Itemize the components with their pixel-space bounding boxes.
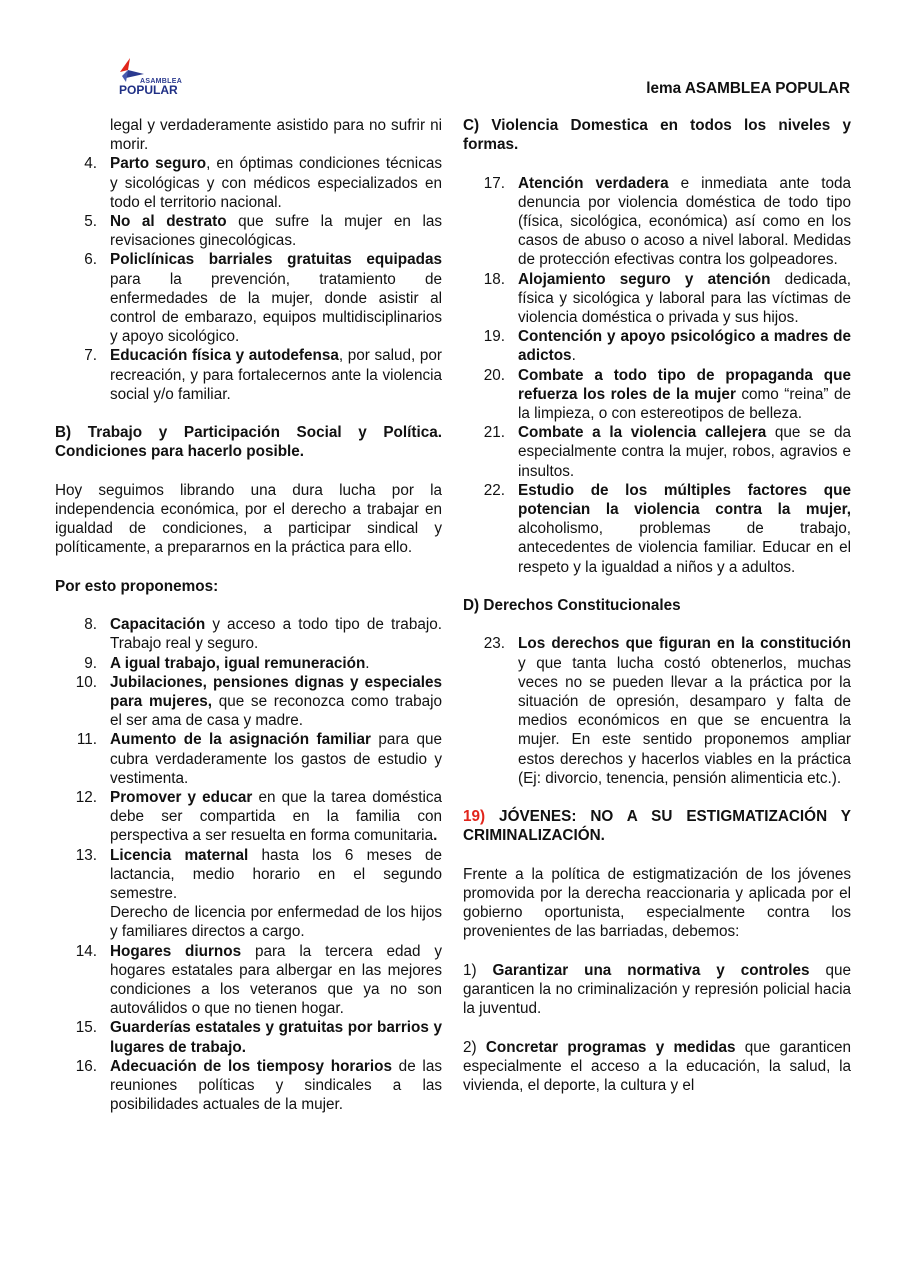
- list-item: [55, 212, 442, 250]
- list-item-number: 6.: [84, 251, 97, 269]
- list-item: [463, 270, 851, 328]
- list-item-number: 14.: [75, 942, 97, 960]
- list-item-text: que sufre la mujer en las revisaciones ginecológicas.: [110, 213, 442, 250]
- list-item-text: hasta los 6 meses de lactancia, medio horario en el segundo semestre.: [110, 846, 442, 903]
- list-item-text: , en óptimas condiciones técnicas y sicológicas y con médicos especializados en todo el territorio nacional.: [110, 155, 442, 211]
- list-item: [55, 615, 442, 653]
- list-item-text: para la prevención, tratamiento de enfermedades de la mujer, donde asistir al control de embarazo, equipos multidisciplinarios y apoyo sicológico.: [110, 270, 442, 346]
- point-2-bold: Concretar programas y medidas: [485, 1038, 736, 1056]
- list-item-number: 12.: [75, 789, 97, 807]
- section-b-text: Hoy seguimos librando una dura lucha por la independencia económica, por el derecho a trabajar en igualdad de condiciones, a participar sindical y políticamente, a prepararnos en la práctica para ello.: [55, 481, 442, 557]
- section-19-text: Frente a la política de estigmatización de los jóvenes promovida por la derecha reaccionaria y aplicada por el gobierno oportunista, especialmente contra los provenientes de las barriadas, debemos:: [463, 865, 851, 941]
- list-item-bold: No al destrato: [110, 213, 227, 231]
- list-item-text: para la tercera edad y hogares estatales para albergar en las mejores condiciones a los veteranos que ya no son autoválidos o que no tienen hogar.: [110, 942, 443, 1018]
- list-work: [55, 615, 442, 1114]
- list-item-text: que se da especialmente contra la mujer, robos, agravios e insultos.: [518, 424, 851, 480]
- list-item-bold: Policlínicas barriales gratuitas equipadas: [110, 251, 442, 269]
- list-item-bold: Capacitación: [110, 616, 206, 634]
- list-item-text: .: [571, 347, 576, 365]
- list-item: [55, 846, 442, 942]
- list-item-bold: Atención verdadera: [518, 174, 669, 192]
- list-item-extra: Derecho de licencia por enfermedad de los hijos y familiares directos a cargo.: [110, 904, 442, 941]
- list-item: [463, 423, 851, 481]
- list-item-bold-end: .: [433, 827, 438, 845]
- list-item-text: de las reuniones políticas y sindicales a las posibilidades actuales de la mujer.: [110, 1057, 442, 1114]
- list-item-number: 22.: [483, 481, 505, 499]
- list-item-text: y que tanta lucha costó obtenerlos, muchas veces no se pueden llevar a la práctica por la situación de opresión, desamparo y falta de medios económicos en que se encuentra la mujer. En este sentido proponemos ampliar estos derechos y hacerlos viables en la práctica (Ej: divorcio, tenencia, pensión alimenticia etc.).: [518, 654, 851, 787]
- list-item: [463, 634, 851, 788]
- list-item-text: y acceso a todo tipo de trabajo. Trabajo real y seguro.: [110, 616, 442, 653]
- list-item-text: , por salud, por recreación, y para fortalecernos ante la violencia social y/o familiar.: [110, 347, 442, 403]
- list-item: [55, 1057, 442, 1115]
- section-d-title: D) Derechos Constitucionales: [463, 597, 681, 615]
- header-title: lema ASAMBLEA POPULAR: [646, 80, 850, 97]
- list-item: [55, 654, 442, 673]
- list-item-number: 4.: [84, 155, 97, 173]
- list-item-bold: A igual trabajo, igual remuneración: [110, 654, 366, 672]
- list-item-text: como “reina” de la limpieza, o con estereotipos de belleza.: [518, 385, 851, 423]
- list-item-number: 9.: [84, 654, 97, 672]
- list-item-bold: Aumento de la asignación familiar: [110, 731, 371, 749]
- point-2-text: que garanticen especialmente el acceso a la educación, la salud, la vivienda, el deporte, la cultura y el: [463, 1038, 851, 1095]
- list-violence: [463, 174, 851, 577]
- list-item: [55, 788, 442, 846]
- list-item-text: para que cubra verdaderamente los gastos de estudio y vestimenta.: [110, 731, 443, 787]
- right-column: [463, 116, 851, 1095]
- list-item-bold: Licencia maternal: [110, 846, 249, 864]
- list-item: [463, 174, 851, 270]
- section-c-title: C) Violencia Domestica en todos los niveles y formas.: [463, 117, 851, 154]
- logo-top-text: ASAMBLEA: [140, 78, 183, 85]
- list-item: [463, 327, 851, 365]
- list-item-text: en que la tarea doméstica debe ser compartida en la familia con perspectiva a ser resuelta en forma comunitaria: [110, 789, 442, 845]
- list-item-bold: Alojamiento seguro y atención: [518, 270, 771, 288]
- left-column: [55, 116, 442, 1115]
- logo-bottom-text: POPULAR: [119, 83, 178, 97]
- list-item-number: 20.: [483, 366, 505, 384]
- list-item: [55, 673, 442, 731]
- list-health: [55, 154, 442, 404]
- list-item-text: .: [365, 654, 370, 672]
- list-item-number: 8.: [84, 616, 97, 634]
- list-item: [463, 481, 851, 577]
- list-item-number: 23.: [483, 635, 505, 653]
- list-item-bold: Los derechos que figuran en la constitución: [518, 635, 851, 653]
- list-item-number: 18.: [483, 270, 505, 288]
- continued-text: legal y verdaderamente asistido para no sufrir ni morir.: [110, 117, 442, 154]
- point-1-bold: Garantizar una normativa y controles: [492, 961, 810, 979]
- proponemos-heading: Por esto proponemos:: [55, 577, 219, 595]
- list-item: [55, 730, 442, 788]
- list-item-number: 21.: [483, 424, 505, 442]
- list-item-bold: Adecuación de los tiemposy horarios: [110, 1057, 392, 1075]
- list-item-number: 16.: [75, 1057, 97, 1075]
- list-item-bold: Combate a todo tipo de propaganda que refuerza los roles de la mujer: [518, 366, 851, 403]
- list-item-bold: Parto seguro: [110, 155, 207, 173]
- list-item: [55, 942, 442, 1019]
- list-item-text: alcoholismo, problemas de trabajo, antecedentes de violencia familiar. Educar en el respeto y la igualdad a niños y a adultos.: [518, 520, 851, 576]
- list-item-bold: Guarderías estatales y gratuitas por barrios y lugares de trabajo.: [110, 1019, 442, 1056]
- list-item-text: que se reconozca como trabajo el ser ama de casa y madre.: [110, 693, 443, 730]
- point-2: [463, 1038, 851, 1096]
- list-item-number: 11.: [76, 731, 97, 749]
- list-item-number: 7.: [84, 347, 97, 365]
- asamblea-popular-logo: [116, 56, 186, 98]
- section-19-title-text: JÓVENES: NO A SU ESTIGMATIZACIÓN Y CRIMINALIZACIÓN.: [463, 808, 851, 845]
- list-constitutional: [463, 634, 851, 788]
- list-item-number: 13.: [75, 846, 97, 864]
- point-1-text: que garanticen la no criminalización y represión policial hacia la juventud.: [463, 961, 851, 1018]
- list-item: [55, 154, 442, 212]
- list-item-number: 19.: [483, 328, 505, 346]
- list-item-bold: Contención y apoyo psicológico a madres de adictos: [518, 328, 851, 365]
- list-item: [55, 1018, 442, 1056]
- list-item-number: 5.: [84, 213, 97, 231]
- list-item-bold: Estudio de los múltiples factores que potencian la violencia contra la mujer,: [518, 481, 851, 519]
- point-1-number: 1): [463, 961, 493, 979]
- list-item-number: 17.: [483, 174, 505, 192]
- list-item: [55, 346, 442, 404]
- list-item-number: 10.: [75, 673, 97, 691]
- list-item-text: e inmediata ante toda denuncia por violencia doméstica de todo tipo (física, sicológica, económica) así como en los casos de abuso o acoso a nivel laboral. Medidas de protección efectivas contra los golpeadores.: [518, 174, 851, 269]
- list-item-bold: Hogares diurnos: [110, 942, 242, 960]
- list-item-text: dedicada, física y sicológica y laboral para las víctimas de violencia doméstica o privada y sus hijos.: [518, 270, 852, 327]
- list-item-bold: Combate a la violencia callejera: [518, 424, 767, 442]
- list-item-number: 15.: [75, 1019, 97, 1037]
- section-b-title: B) Trabajo y Participación Social y Política. Condiciones para hacerlo posible.: [55, 424, 442, 461]
- section-19-title: [463, 807, 851, 845]
- list-item-bold: Educación física y autodefensa: [110, 347, 339, 365]
- point-1: [463, 961, 851, 1019]
- point-2-number: 2): [463, 1038, 486, 1056]
- list-item-bold: Jubilaciones, pensiones dignas y especiales para mujeres,: [110, 673, 442, 711]
- list-item: [463, 366, 851, 424]
- list-item: [55, 250, 442, 346]
- list-item-bold: Promover y educar: [110, 789, 253, 807]
- section-19-number: 19): [463, 808, 486, 826]
